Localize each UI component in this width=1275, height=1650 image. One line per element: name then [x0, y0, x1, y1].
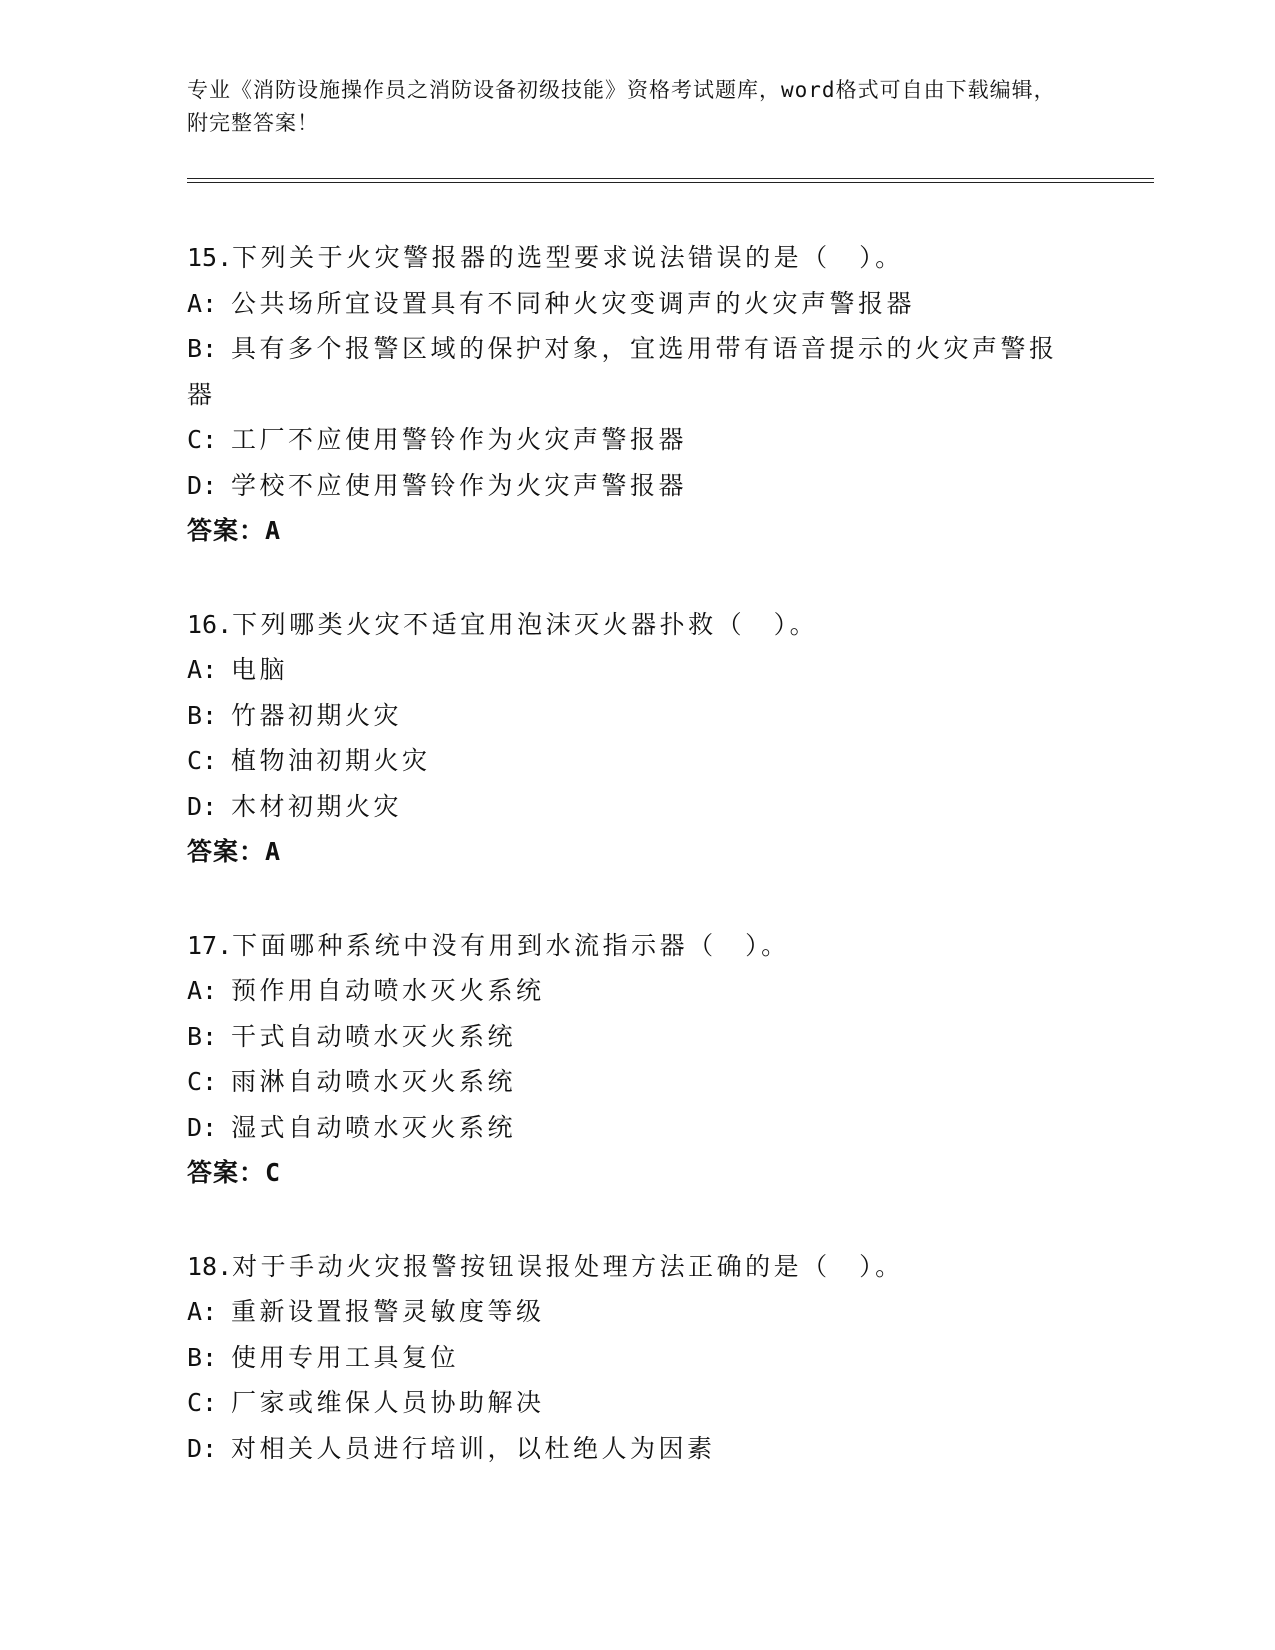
document-header: 专业《消防设施操作员之消防设备初级技能》资格考试题库，word格式可自由下载编辑，附完整答案！ [187, 78, 1056, 135]
option-text: 竹器初期火灾 [231, 700, 403, 730]
option-key: A: [187, 288, 218, 318]
option-key: C: [187, 1067, 218, 1096]
question-number: 15. [187, 243, 233, 272]
option-key: D: [187, 791, 218, 821]
option-key: B: [187, 1342, 218, 1372]
option-key: B: [187, 334, 218, 363]
option-key: B: [187, 1021, 218, 1051]
question-stem [187, 923, 1087, 969]
option-b [187, 693, 1087, 739]
question-text: 下列关于火灾警报器的选型要求说法错误的是（ ）。 [232, 243, 904, 272]
option-text: 工厂不应使用警铃作为火灾声警报器 [231, 425, 688, 454]
option-text: 公共场所宜设置具有不同种火灾变调声的火灾声警报器 [231, 288, 916, 318]
option-text: 木材初期火灾 [231, 791, 403, 821]
option-text: 干式自动喷水灭火系统 [231, 1021, 517, 1051]
option-a [187, 1289, 1087, 1335]
question-18 [187, 1244, 1087, 1472]
option-a [187, 647, 1087, 693]
option-key: B: [187, 700, 218, 730]
option-key: A: [187, 976, 218, 1005]
option-d [187, 1105, 1087, 1151]
question-16 [187, 602, 1087, 875]
answer-value: C [265, 1158, 282, 1187]
option-text: 学校不应使用警铃作为火灾声警报器 [231, 470, 688, 500]
answer-label: 答案： [187, 837, 266, 866]
question-number: 17. [187, 930, 233, 960]
answer-line [187, 1150, 1087, 1196]
option-text: 厂家或维保人员协助解决 [231, 1388, 545, 1417]
option-c [187, 417, 1087, 463]
option-text: 植物油初期火灾 [231, 746, 431, 775]
option-text: 湿式自动喷水灭火系统 [231, 1112, 517, 1142]
question-17 [187, 923, 1087, 1196]
answer-label: 答案： [187, 1158, 266, 1187]
option-c [187, 1380, 1087, 1426]
option-a [187, 968, 1087, 1014]
question-stem [187, 602, 1087, 648]
option-text: 电脑 [231, 655, 289, 684]
option-key: A: [187, 655, 218, 684]
option-key: C: [187, 1388, 218, 1417]
option-key: A: [187, 1297, 218, 1326]
option-d [187, 463, 1087, 509]
option-b [187, 1335, 1087, 1381]
option-d [187, 1426, 1087, 1472]
answer-value: A [265, 516, 282, 545]
question-text: 对于手动火灾报警按钮误报处理方法正确的是（ ）。 [232, 1251, 904, 1281]
answer-label: 答案： [187, 516, 266, 545]
question-text: 下列哪类火灾不适宜用泡沫灭火器扑救（ ）。 [232, 609, 819, 639]
option-key: D: [187, 470, 218, 500]
answer-line [187, 829, 1087, 875]
option-text: 使用专用工具复位 [231, 1342, 460, 1372]
question-stem [187, 1244, 1087, 1290]
header-divider [187, 178, 1154, 183]
option-text: 预作用自动喷水灭火系统 [231, 976, 545, 1005]
option-key: C: [187, 425, 218, 454]
option-key: D: [187, 1433, 218, 1463]
question-number: 16. [187, 609, 233, 639]
option-key: C: [187, 746, 218, 775]
option-text: 对相关人员进行培训，以杜绝人为因素 [231, 1433, 716, 1463]
question-list [187, 235, 1087, 1519]
option-d [187, 784, 1087, 830]
option-text: 具有多个报警区域的保护对象，宜选用带有语音提示的火灾声警报 [231, 334, 1058, 363]
option-b-wrap: 器 [187, 379, 216, 409]
answer-value: A [265, 837, 282, 866]
option-c [187, 738, 1087, 784]
option-key: D: [187, 1112, 218, 1142]
option-b [187, 1014, 1087, 1060]
question-15 [187, 235, 1087, 554]
option-text: 雨淋自动喷水灭火系统 [231, 1067, 517, 1096]
question-stem [187, 235, 1087, 281]
option-text: 重新设置报警灵敏度等级 [231, 1297, 545, 1326]
option-c [187, 1059, 1087, 1105]
option-a [187, 281, 1087, 327]
question-number: 18. [187, 1251, 233, 1281]
answer-line [187, 508, 1087, 554]
option-b [187, 326, 1087, 372]
question-text: 下面哪种系统中没有用到水流指示器（ ）。 [232, 930, 790, 960]
